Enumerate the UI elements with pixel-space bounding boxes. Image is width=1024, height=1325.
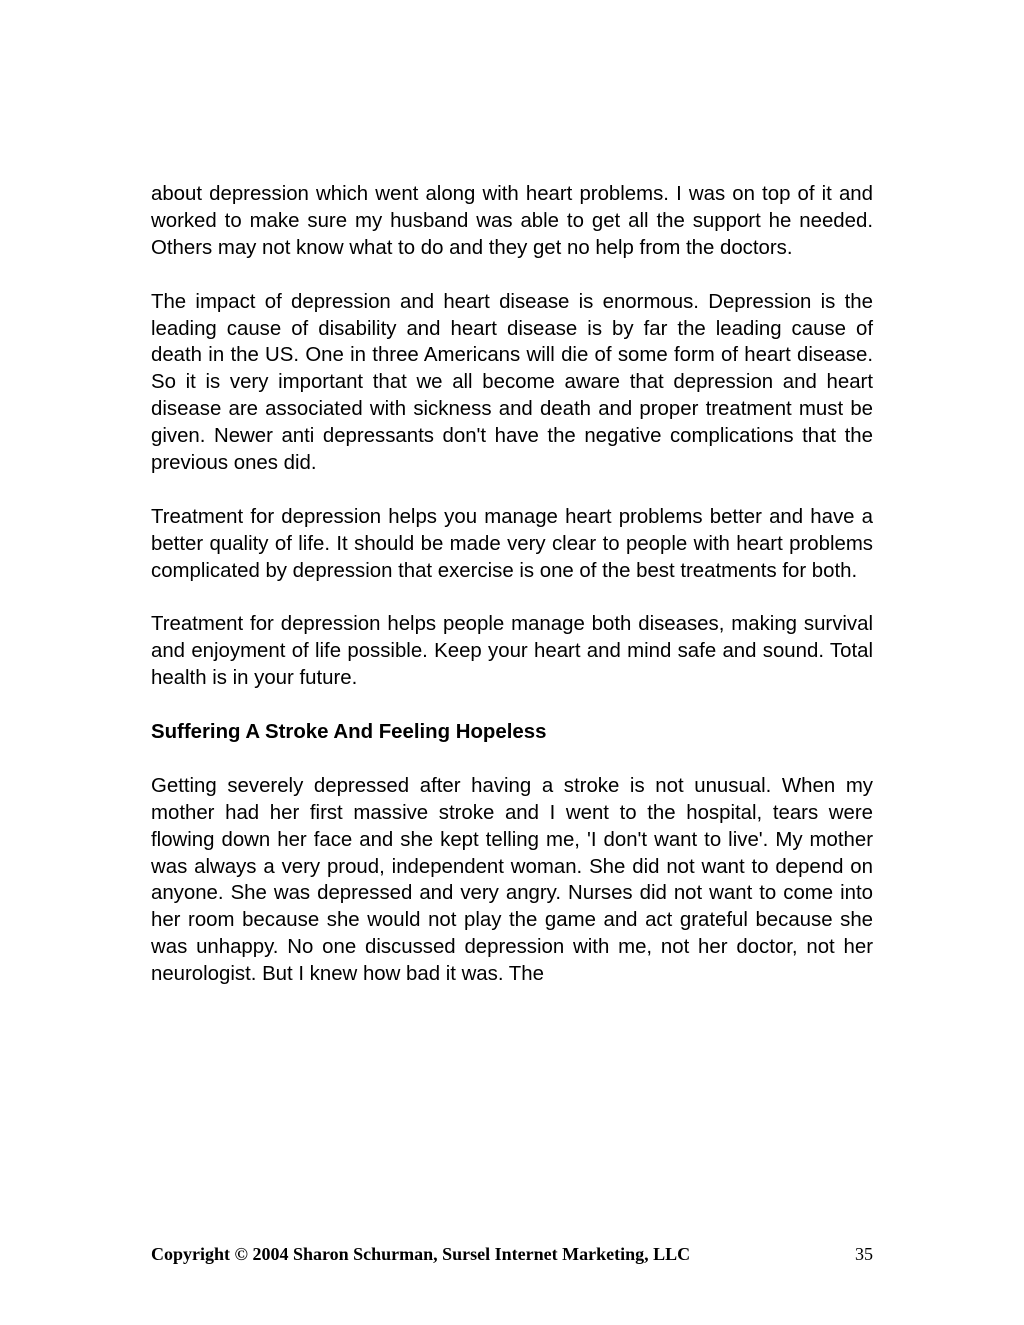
section-heading: Suffering A Stroke And Feeling Hopeless xyxy=(151,721,547,744)
body-paragraph: Treatment for depression helps people manage both diseases, making survival and enjoyment of life possible. Keep your heart and mind safe and sound. Total health is in your future. xyxy=(151,613,873,690)
body-paragraph: about depression which went along with heart problems. I was on top of it and worked to make sure my husband was able to get all the support he needed. Others may not know what to do and they get no help from the doctors. xyxy=(151,183,873,259)
body-paragraph: The impact of depression and heart disease is enormous. Depression is the leading cause of disability and heart disease is by far the leading cause of death in the US. One in three Americans will die of some form of heart disease. So it is very important that we all become aware that depression and heart disease are associated with sickness and death and proper treatment must be given. Newer anti depressants don't have the negative complications that the previous ones did. xyxy=(151,290,873,475)
body-paragraph: Getting severely depressed after having a stroke is not unusual. When my mother had her first massive stroke and I went to the hospital, tears were flowing down her face and she kept telling me, 'I don't want to live'. My mother was always a very proud, independent woman. She did not want to depend on anyone. She was depressed and very angry. Nurses did not want to come into her room because she would not play the game and act grateful because she was unhappy. No one discussed depression with me, not her doctor, not her neurologist. But I knew how bad it was. The xyxy=(151,774,873,986)
page-number: 35 xyxy=(855,1244,873,1264)
copyright-notice: Copyright © 2004 Sharon Schurman, Sursel Internet Marketing, LLC xyxy=(151,1244,691,1264)
body-paragraph: Treatment for depression helps you manage heart problems better and have a better quality of life. It should be made very clear to people with heart problems complicated by depression that exercise is one of the best treatments for both. xyxy=(151,505,873,582)
page-body xyxy=(151,181,873,1015)
